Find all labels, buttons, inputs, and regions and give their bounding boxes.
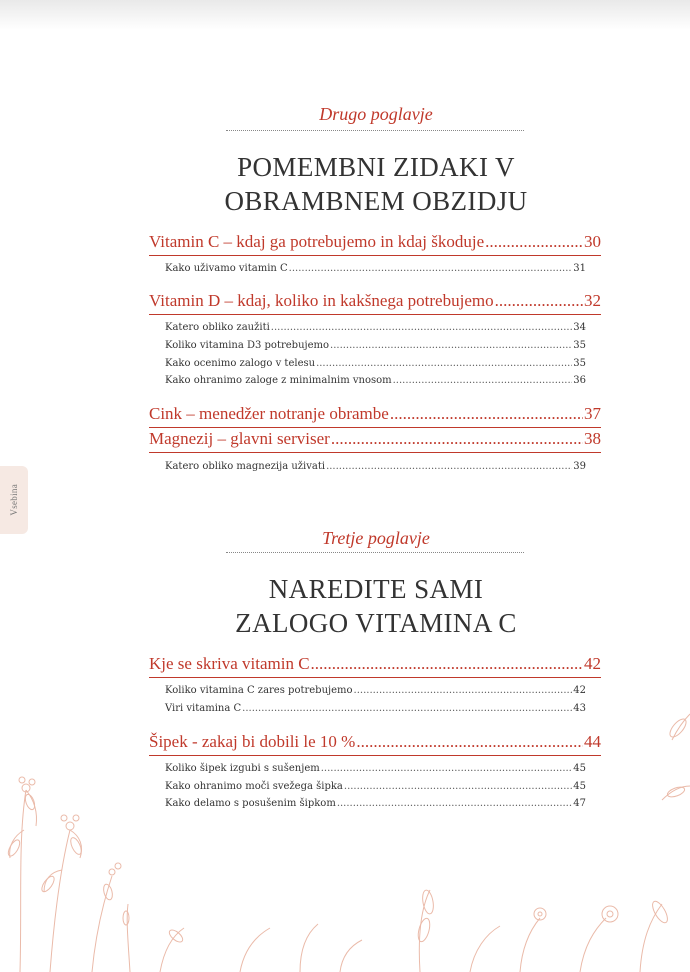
toc-section-title: Magnezij – glavni serviser xyxy=(149,429,330,448)
toc-section-page: 37 xyxy=(584,404,601,423)
chapter-title-line: POMEMBNI ZIDAKI V xyxy=(237,152,515,182)
toc-section-page: 38 xyxy=(584,429,601,448)
toc-item-title: Koliko vitamina C zares potrebujemo xyxy=(165,685,353,696)
toc-item-title: Kako ohranimo zaloge z minimalnim vnosom xyxy=(165,375,392,386)
toc-section-page: 32 xyxy=(584,291,601,310)
toc-item-title: Katero obliko zaužiti xyxy=(165,322,270,333)
toc-item-title: Viri vitamina C xyxy=(165,703,242,714)
chapter-label: Tretje poglavje xyxy=(322,528,430,548)
toc-item-title: Kako delamo s posušenim šipkom xyxy=(165,798,336,809)
toc-item-page: 39 xyxy=(573,461,586,472)
toc-item-page: 34 xyxy=(573,322,586,333)
chapter-title-line: ZALOGO VITAMINA C xyxy=(235,608,517,638)
toc-item-title: Kako ohranimo moči svežega šipka xyxy=(165,781,343,792)
toc-item-page: 31 xyxy=(573,263,586,274)
toc-item-page: 45 xyxy=(573,763,586,774)
toc-item-page: 43 xyxy=(573,703,586,714)
toc-section-title: Kje se skriva vitamin C xyxy=(149,654,310,673)
toc-section-page: 30 xyxy=(584,232,601,251)
toc-section-title: Šipek - zakaj bi dobili le 10 % xyxy=(149,732,356,751)
toc-item-title: Kako uživamo vitamin C xyxy=(165,263,288,274)
toc-item-title: Katero obliko magnezija uživati xyxy=(165,461,326,472)
toc-item-page: 35 xyxy=(573,358,586,369)
toc-item-page: 45 xyxy=(573,781,586,792)
toc-section-page: 42 xyxy=(584,654,601,673)
toc-section-title: Vitamin D – kdaj, koliko in kakšnega potrebujemo xyxy=(149,291,494,310)
toc-item-title: Kako ocenimo zalogo v telesu xyxy=(165,358,316,369)
chapter-title-line: OBRAMBNEM OBZIDJU xyxy=(224,186,528,216)
toc-item-page: 47 xyxy=(573,798,586,809)
toc-item-page: 42 xyxy=(573,685,586,696)
toc-item-page: 36 xyxy=(573,375,586,386)
chapter-title-line: NAREDITE SAMI xyxy=(268,574,484,604)
toc-section-title: Vitamin C – kdaj ga potrebujemo in kdaj škoduje xyxy=(149,232,485,251)
chapter-label: Drugo poglavje xyxy=(319,104,433,124)
side-tab-label: Vsebina xyxy=(9,484,19,516)
toc-section-title: Cink – menedžer notranje obrambe xyxy=(149,404,389,423)
toc-item-title: Koliko šipek izgubi s sušenjem xyxy=(165,763,320,774)
toc-section-page: 44 xyxy=(584,732,601,751)
toc-item-page: 35 xyxy=(573,340,586,351)
toc-item-title: Koliko vitamina D3 potrebujemo xyxy=(165,340,330,351)
